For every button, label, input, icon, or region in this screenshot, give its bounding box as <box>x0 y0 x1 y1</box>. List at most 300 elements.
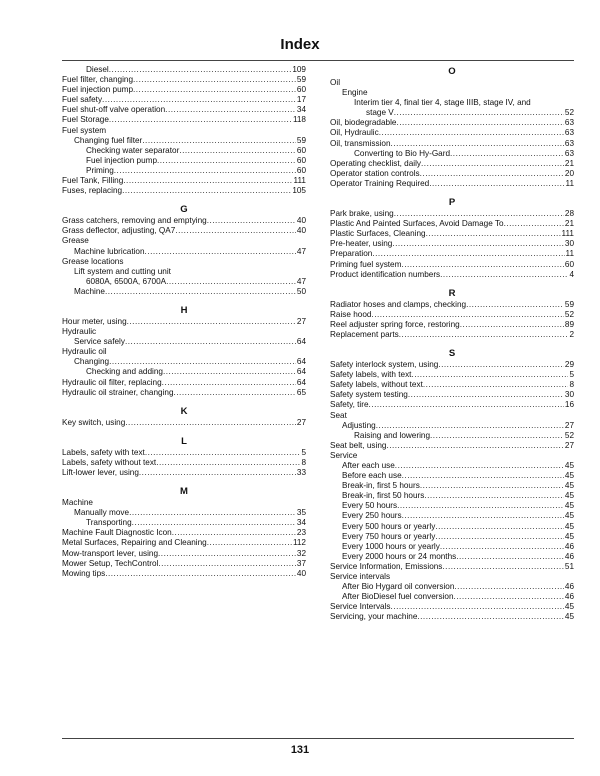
dot-leader <box>450 149 564 159</box>
entry-label: Hydraulic oil strainer, changing <box>62 387 174 397</box>
entry-label: Machine <box>74 286 105 296</box>
entry-label: Lift-lower lever, using <box>62 468 139 477</box>
entry-label: Hydraulic oil filter, replacing <box>62 377 162 387</box>
index-entry <box>62 559 306 569</box>
index-entry <box>62 105 306 115</box>
dot-leader <box>392 239 564 249</box>
entry-page-number: 64 <box>296 377 306 387</box>
entry-label: Fuel Tank, Filling <box>62 176 124 186</box>
index-heading: Machine <box>62 498 93 508</box>
index-entry <box>330 562 574 572</box>
entry-label: Diesel <box>86 65 109 74</box>
index-entry <box>330 542 574 552</box>
dot-leader <box>454 592 564 602</box>
entry-label: Reel adjuster spring force, restoring <box>330 319 460 329</box>
entry-label: Grass deflector, adjusting, QA7 <box>62 226 176 236</box>
entry-label: Service Information, Emissions <box>330 561 443 571</box>
entry-label: Safety system testing <box>330 390 408 400</box>
entry-page-number: 8 <box>301 457 306 467</box>
entry-page-number: 112 <box>292 538 306 548</box>
index-entry <box>330 532 574 542</box>
entry-page-number: 21 <box>564 219 574 229</box>
index-entry <box>330 249 574 259</box>
index-entry <box>62 458 306 468</box>
entry-label: Operator station controls <box>330 168 420 178</box>
index-entry <box>62 136 306 146</box>
entry-page-number: 60 <box>296 165 306 175</box>
entry-page-number: 45 <box>564 461 574 470</box>
index-entry <box>62 277 306 287</box>
entry-page-number: 21 <box>564 158 574 168</box>
entry-page-number: 20 <box>564 168 574 178</box>
index-heading: Seat <box>330 410 347 420</box>
footer-rule <box>62 738 574 739</box>
dot-leader <box>466 300 564 310</box>
entry-page-number: 60 <box>296 85 306 95</box>
entry-page-number: 47 <box>296 246 306 256</box>
entry-page-number: 63 <box>564 138 574 148</box>
entry-label: Every 250 hours <box>342 511 402 521</box>
index-entry <box>330 441 574 451</box>
entry-label: Servicing, your machine <box>330 612 418 622</box>
entry-page-number: 30 <box>564 239 574 249</box>
entry-page-number: 45 <box>564 501 574 511</box>
section-letter: G <box>180 204 188 216</box>
index-entry <box>62 448 306 458</box>
entry-label: Adjusting <box>342 420 376 430</box>
index-entry <box>62 378 306 388</box>
index-entry <box>330 169 574 179</box>
index-entry <box>62 287 306 297</box>
dot-leader <box>109 115 292 125</box>
index-entry <box>330 118 574 128</box>
entry-page-number: 111 <box>293 176 306 186</box>
dot-leader <box>127 317 296 327</box>
dot-leader <box>105 287 296 297</box>
index-entry <box>62 85 306 95</box>
dot-leader <box>372 249 564 259</box>
dot-leader <box>424 491 564 501</box>
dot-leader <box>456 552 564 562</box>
dot-leader <box>162 378 296 388</box>
dot-leader <box>376 421 564 431</box>
index-entry <box>62 388 306 398</box>
entry-page-number: 64 <box>296 337 306 347</box>
entry-page-number: 27 <box>564 440 574 450</box>
dot-leader <box>369 400 564 410</box>
dot-leader <box>133 75 296 85</box>
entry-page-number: 4 <box>569 269 574 279</box>
entry-label: Labels, safety without text <box>62 457 157 467</box>
entry-label: Fuel injection pump <box>62 85 133 95</box>
dot-leader <box>394 209 564 219</box>
entry-label: Checking and adding <box>86 367 163 377</box>
entry-page-number: 45 <box>564 481 574 491</box>
dot-leader <box>179 146 296 156</box>
index-entry <box>62 337 306 347</box>
dot-leader <box>411 370 568 380</box>
index-entry <box>62 357 306 367</box>
index-entry <box>330 149 574 159</box>
index-heading: Engine <box>342 88 368 98</box>
entry-label: After Bio Hygard oil conversion <box>342 582 455 592</box>
entry-page-number: 118 <box>292 115 306 125</box>
dot-leader <box>408 390 564 400</box>
dot-leader <box>391 602 564 612</box>
entry-page-number: 45 <box>564 511 574 521</box>
entry-page-number: 46 <box>564 582 574 592</box>
dot-leader <box>397 501 564 511</box>
entry-page-number: 34 <box>296 105 306 115</box>
dot-leader <box>175 226 296 236</box>
dot-leader <box>440 542 564 552</box>
entry-label: Oil, transmission <box>330 138 391 148</box>
entry-label: Hour meter, using <box>62 316 127 326</box>
index-heading: Hydraulic <box>62 327 97 337</box>
index-heading: Grease locations <box>62 256 124 266</box>
entry-label: Fuel injection pump <box>86 155 157 165</box>
entry-page-number: 60 <box>296 155 306 165</box>
index-entry <box>62 156 306 166</box>
dot-leader <box>391 139 564 149</box>
entry-page-number: 59 <box>296 75 306 85</box>
entry-label: Every 750 hours or yearly <box>342 531 436 541</box>
entry-page-number: 27 <box>564 420 574 430</box>
index-entry <box>62 528 306 538</box>
entry-page-number: 64 <box>296 357 306 367</box>
dot-leader <box>386 441 563 451</box>
entry-label: Service safely <box>74 337 125 347</box>
entry-label: Operating checklist, daily <box>330 158 422 168</box>
dot-leader <box>114 166 296 176</box>
index-entry <box>330 491 574 501</box>
entry-label: Priming <box>86 165 114 175</box>
entry-label: Machine lubrication <box>74 246 145 256</box>
dot-leader <box>426 229 561 239</box>
dot-leader <box>132 518 296 528</box>
index-entry <box>62 549 306 559</box>
dot-leader <box>129 508 296 518</box>
dot-leader <box>142 136 296 146</box>
index-entry <box>330 179 574 189</box>
entry-label: Mower Setup, TechControl <box>62 558 159 568</box>
section-letter: P <box>448 197 456 209</box>
dot-leader <box>379 128 564 138</box>
dot-leader <box>156 458 300 468</box>
entry-page-number: 52 <box>564 108 574 118</box>
entry-label: 6080A, 6500A, 6700A <box>86 276 167 286</box>
section-letter: H <box>180 304 188 316</box>
entry-label: Fuel filter, changing <box>62 75 134 85</box>
dot-leader <box>122 186 291 196</box>
dot-leader <box>435 522 564 532</box>
entry-page-number: 27 <box>296 316 306 326</box>
index-entry <box>330 159 574 169</box>
entry-page-number: 45 <box>564 602 574 612</box>
dot-leader <box>402 511 564 521</box>
entry-page-number: 52 <box>564 430 574 440</box>
entry-page-number: 16 <box>564 400 574 410</box>
entry-page-number: 45 <box>564 491 574 501</box>
index-heading: Service <box>330 450 358 460</box>
entry-label: Raise hood <box>330 309 372 319</box>
index-entry <box>330 390 574 400</box>
entry-label: Seat belt, using <box>330 440 387 450</box>
index-entry <box>62 518 306 528</box>
dot-leader <box>158 549 296 559</box>
index-entry <box>62 418 306 428</box>
index-entry <box>62 166 306 176</box>
entry-page-number: 33 <box>296 468 306 477</box>
entry-page-number: 11 <box>565 249 574 259</box>
entry-label: Every 500 hours or yearly <box>342 521 436 531</box>
index-entry <box>330 270 574 280</box>
dot-leader <box>125 418 296 428</box>
index-entry <box>330 229 574 239</box>
index-entry <box>330 219 574 229</box>
index-entry <box>330 552 574 562</box>
entry-page-number: 40 <box>296 226 306 236</box>
entry-label: Mow-transport lever, using <box>62 548 159 558</box>
dot-leader <box>420 481 564 491</box>
entry-page-number: 51 <box>564 561 574 571</box>
index-entry <box>330 582 574 592</box>
index-column-left <box>62 65 306 579</box>
index-heading: Lift system and cutting unit <box>74 266 171 276</box>
entry-page-number: 29 <box>564 360 574 370</box>
entry-page-number: 34 <box>296 518 306 528</box>
entry-label: Metal Surfaces, Repairing and Cleaning <box>62 538 207 548</box>
index-entry <box>62 538 306 548</box>
entry-page-number: 32 <box>296 548 306 558</box>
entry-page-number: 45 <box>564 471 574 481</box>
index-entry <box>62 247 306 257</box>
index-entry <box>330 461 574 471</box>
entry-page-number: 59 <box>296 135 306 145</box>
entry-page-number: 40 <box>296 568 306 578</box>
index-entry <box>62 186 306 196</box>
entry-label: Plastic And Painted Surfaces, Avoid Damage To <box>330 219 504 229</box>
entry-page-number: 5 <box>569 370 574 380</box>
index-heading: Service intervals <box>330 572 391 582</box>
entry-page-number: 111 <box>561 229 574 239</box>
entry-label: Fuses, replacing <box>62 186 123 196</box>
index-entry <box>330 421 574 431</box>
entry-label: Safety labels, with text <box>330 370 412 380</box>
dot-leader <box>125 337 296 347</box>
index-entry <box>330 431 574 441</box>
index-column-right <box>330 65 574 623</box>
section-letter: M <box>180 486 188 498</box>
entry-label: Operator Training Required <box>330 178 430 188</box>
entry-page-number: 50 <box>296 286 306 296</box>
index-heading: Hydraulic oil <box>62 347 107 357</box>
dot-leader <box>123 176 292 186</box>
entry-label: After BioDiesel fuel conversion <box>342 592 454 602</box>
dot-leader <box>172 528 296 538</box>
dot-leader <box>430 431 564 441</box>
dot-leader <box>402 471 564 481</box>
index-entry <box>62 569 306 579</box>
entry-label: Oil, Hydraulic <box>330 128 379 138</box>
entry-page-number: 109 <box>292 65 306 74</box>
entry-page-number: 45 <box>564 612 574 622</box>
entry-page-number: 64 <box>296 367 306 377</box>
dot-leader <box>174 388 296 398</box>
dot-leader <box>207 538 292 548</box>
index-entry <box>330 592 574 602</box>
dot-leader <box>399 330 569 340</box>
index-entry <box>62 176 306 186</box>
index-entry <box>330 511 574 521</box>
entry-page-number: 27 <box>296 417 306 427</box>
entry-page-number: 63 <box>564 118 574 128</box>
entry-page-number: 5 <box>301 447 306 457</box>
dot-leader <box>157 156 296 166</box>
entry-page-number: 65 <box>296 387 306 397</box>
index-entry <box>330 320 574 330</box>
dot-leader <box>139 468 296 478</box>
dot-leader <box>417 612 564 622</box>
entry-page-number: 8 <box>569 380 574 390</box>
index-entry <box>62 75 306 85</box>
entry-page-number: 37 <box>296 558 306 568</box>
entry-page-number: 46 <box>564 541 574 551</box>
dot-leader <box>102 95 296 105</box>
entry-label: Converting to Bio Hy-Gard <box>354 148 451 158</box>
index-entry <box>62 95 306 105</box>
dot-leader <box>442 562 564 572</box>
entry-label: Oil, biodegradable <box>330 118 397 128</box>
dot-leader <box>395 461 564 471</box>
entry-page-number: 45 <box>564 531 574 541</box>
entry-page-number: 47 <box>296 276 306 286</box>
index-entry <box>62 226 306 236</box>
entry-label: Fuel Storage <box>62 115 109 125</box>
index-entry <box>62 508 306 518</box>
entry-page-number: 17 <box>296 95 306 105</box>
entry-label: After each use <box>342 461 395 470</box>
index-heading: Interim tier 4, final tier 4, stage IIIB, stage IV, and <box>354 98 531 108</box>
section-letter: S <box>448 348 456 360</box>
dot-leader <box>429 179 564 189</box>
index-entry <box>330 481 574 491</box>
entry-label: Fuel shut-off valve operation <box>62 105 166 115</box>
index-entry <box>330 370 574 380</box>
page-title: Index <box>280 36 320 53</box>
dot-leader <box>109 357 296 367</box>
entry-label: Machine Fault Diagnostic Icon <box>62 528 172 538</box>
entry-page-number: 60 <box>296 145 306 155</box>
index-entry <box>62 367 306 377</box>
entry-page-number: 89 <box>564 319 574 329</box>
index-entry <box>62 65 306 75</box>
entry-label: Service Intervals <box>330 602 391 612</box>
section-letter: R <box>448 287 456 299</box>
dot-leader <box>145 448 301 458</box>
dot-leader <box>145 247 296 257</box>
index-entry <box>330 501 574 511</box>
dot-leader <box>420 169 564 179</box>
dot-leader <box>504 219 564 229</box>
index-entry <box>330 310 574 320</box>
index-entry <box>62 468 306 478</box>
index-heading: Grease <box>62 236 89 246</box>
entry-label: Changing fuel filter <box>74 135 143 145</box>
entry-label: Break-in, first 50 hours <box>342 491 425 501</box>
entry-page-number: 63 <box>564 148 574 158</box>
entry-label: Every 50 hours <box>342 501 398 511</box>
dot-leader <box>166 277 296 287</box>
index-entry <box>330 300 574 310</box>
dot-leader <box>421 159 564 169</box>
entry-label: Grass catchers, removing and emptying <box>62 216 207 226</box>
entry-label: Manually move <box>74 508 130 518</box>
entry-page-number: 2 <box>569 329 574 339</box>
index-entry <box>330 380 574 390</box>
dot-leader <box>435 532 564 542</box>
entry-page-number: 45 <box>564 521 574 531</box>
entry-label: Preparation <box>330 249 373 259</box>
entry-label: Transporting <box>86 518 132 528</box>
index-entry <box>330 522 574 532</box>
entry-page-number: 35 <box>296 508 306 518</box>
entry-page-number: 23 <box>296 528 306 538</box>
index-entry <box>330 260 574 270</box>
index-entry <box>330 209 574 219</box>
index-entry <box>330 360 574 370</box>
dot-leader <box>394 108 564 118</box>
dot-leader <box>105 569 296 579</box>
entry-page-number: 60 <box>564 259 574 269</box>
dot-leader <box>158 559 296 569</box>
dot-leader <box>133 85 296 95</box>
entry-label: Safety, tire <box>330 400 369 410</box>
entry-label: stage V <box>366 108 394 118</box>
entry-page-number: 46 <box>564 592 574 602</box>
entry-page-number: 28 <box>564 209 574 219</box>
entry-label: Raising and lowering <box>354 430 431 440</box>
index-heading: Oil <box>330 78 341 87</box>
dot-leader <box>207 216 296 226</box>
index-entry <box>62 216 306 226</box>
dot-leader <box>163 367 296 377</box>
index-entry <box>330 330 574 340</box>
dot-leader <box>109 65 292 75</box>
entry-label: Before each use <box>342 471 402 481</box>
index-entry <box>62 317 306 327</box>
index-entry <box>330 602 574 612</box>
entry-page-number: 11 <box>565 178 574 188</box>
index-entry <box>62 115 306 125</box>
index-heading: Fuel system <box>62 125 107 135</box>
dot-leader <box>440 270 568 280</box>
page-number: 131 <box>290 744 310 756</box>
header-rule <box>62 60 574 61</box>
entry-label: Every 1000 hours or yearly <box>342 541 440 551</box>
dot-leader <box>165 105 296 115</box>
entry-label: Pre-heater, using <box>330 239 393 249</box>
entry-page-number: 30 <box>564 390 574 400</box>
entry-label: Plastic Surfaces, Cleaning <box>330 229 426 239</box>
entry-label: Replacement parts <box>330 329 399 339</box>
entry-page-number: 63 <box>564 128 574 138</box>
entry-label: Every 2000 hours or 24 months <box>342 551 457 561</box>
index-entry <box>330 139 574 149</box>
index-entry <box>62 146 306 156</box>
dot-leader <box>401 260 563 270</box>
section-letter: L <box>181 435 187 447</box>
